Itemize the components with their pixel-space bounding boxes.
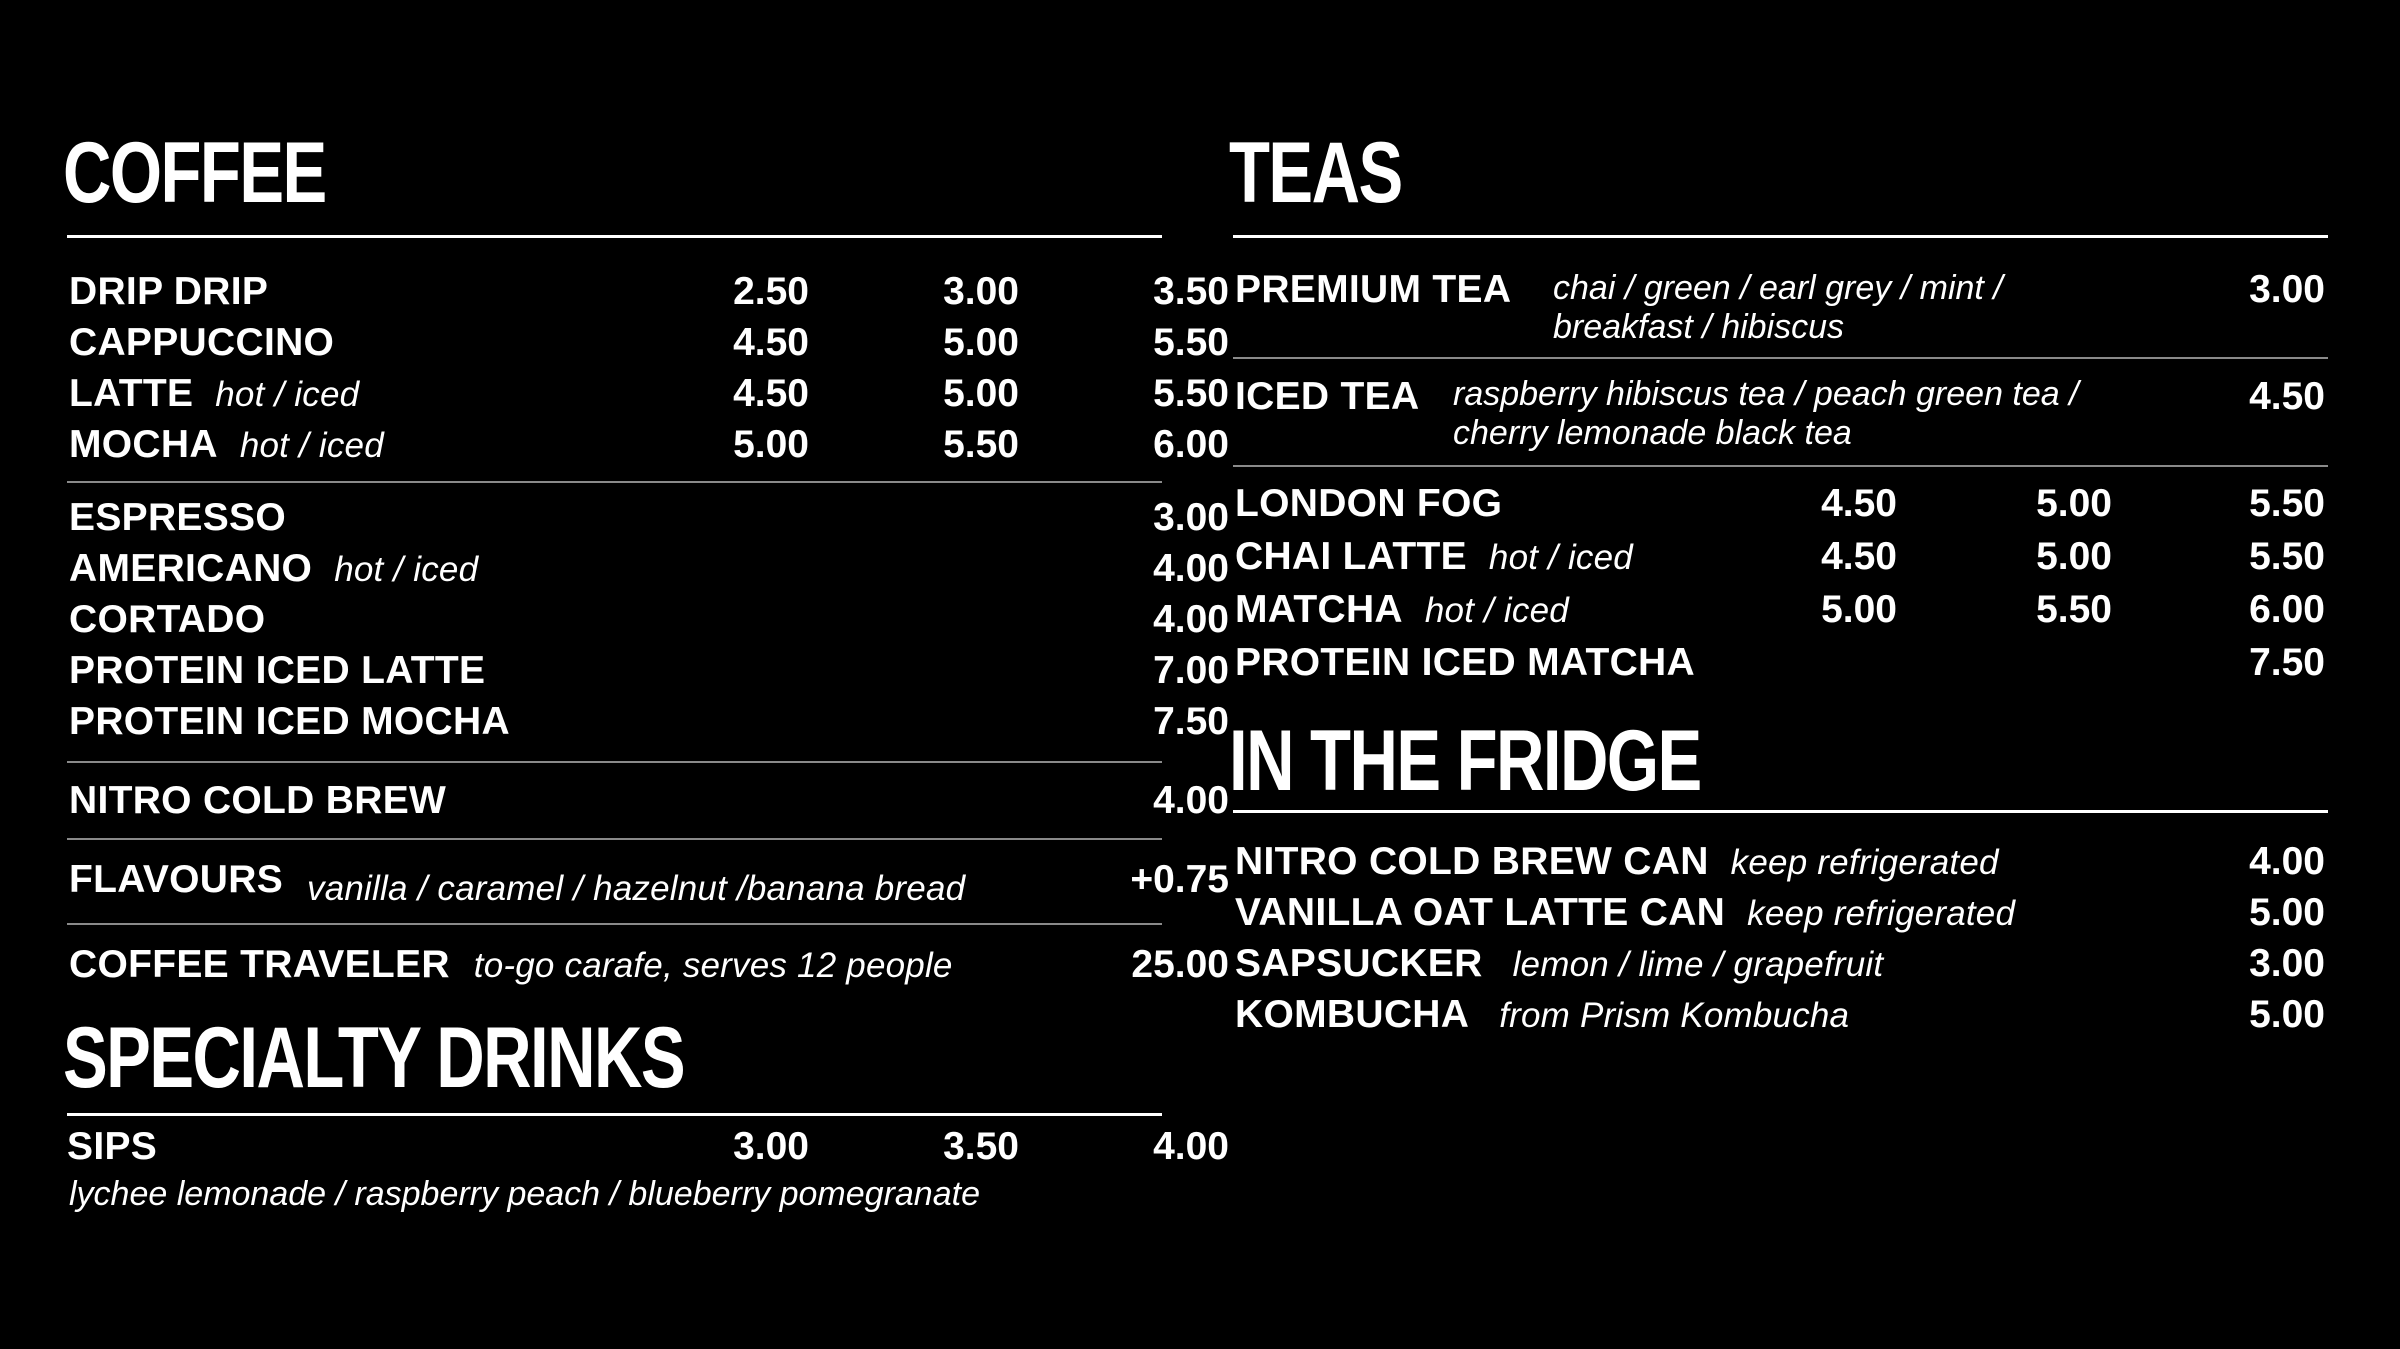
price-medium: 5.50 bbox=[943, 423, 1019, 466]
price-small: 3.00 bbox=[733, 1125, 809, 1168]
price-large: 6.00 bbox=[1153, 423, 1229, 466]
menu-item-espresso bbox=[67, 493, 1229, 543]
price-small: 4.50 bbox=[733, 321, 809, 364]
menu-item-drip-drip bbox=[67, 267, 1229, 317]
menu-item-flavours bbox=[67, 855, 1229, 908]
item-name: PREMIUM TEA bbox=[1235, 268, 1512, 311]
price-medium: 3.00 bbox=[943, 270, 1019, 313]
item-note: hot / iced bbox=[1488, 538, 1633, 577]
price-medium: 5.00 bbox=[943, 321, 1019, 364]
item-note: hot / iced bbox=[334, 550, 479, 589]
price-small: 4.50 bbox=[733, 372, 809, 415]
price-large: 5.50 bbox=[1153, 321, 1229, 364]
price-large: 3.50 bbox=[1153, 270, 1229, 313]
menu-item-protein-iced-matcha bbox=[1233, 638, 2328, 688]
menu-item-cappuccino bbox=[67, 318, 1229, 368]
divider bbox=[67, 923, 1162, 925]
item-price: 25.00 bbox=[1131, 943, 1229, 986]
item-price: 4.00 bbox=[1153, 779, 1229, 822]
menu-item-cortado bbox=[67, 595, 1229, 645]
item-name: CHAI LATTE hot / iced bbox=[1235, 535, 1633, 578]
price-large: 5.50 bbox=[2249, 482, 2325, 525]
coffee-heading-rule bbox=[67, 235, 1162, 238]
menu-item-chai-latte bbox=[1233, 532, 2328, 582]
price-medium: 5.00 bbox=[2036, 535, 2112, 578]
price-small: 4.50 bbox=[1821, 535, 1897, 578]
price-large: 5.50 bbox=[1153, 372, 1229, 415]
price-medium: 5.00 bbox=[943, 372, 1019, 415]
menu-item-kombucha bbox=[1233, 990, 2328, 1040]
price-large: 4.00 bbox=[1153, 1125, 1229, 1168]
menu-item-sapsucker bbox=[1233, 939, 2328, 989]
item-name: VANILLA OAT LATTE CAN keep refrigerated bbox=[1235, 891, 2016, 934]
item-name: COFFEE TRAVELER to-go carafe, serves 12 people bbox=[69, 943, 953, 986]
divider bbox=[1233, 465, 2328, 467]
item-note: keep refrigerated bbox=[1747, 894, 2016, 933]
item-name: PROTEIN ICED MATCHA bbox=[1235, 641, 1695, 684]
item-name: CAPPUCCINO bbox=[69, 321, 335, 364]
item-price: 5.00 bbox=[2249, 993, 2325, 1036]
item-price: 7.00 bbox=[1153, 649, 1229, 692]
item-note: hot / iced bbox=[215, 375, 360, 414]
item-price: 5.00 bbox=[2249, 891, 2325, 934]
item-name: KOMBUCHA from Prism Kombucha bbox=[1235, 993, 1850, 1036]
divider bbox=[1233, 357, 2328, 359]
menu-item-sips bbox=[67, 1122, 1229, 1172]
item-price: 3.00 bbox=[2249, 268, 2325, 311]
item-note: to-go carafe, serves 12 people bbox=[473, 946, 953, 985]
menu-item-nitro-cold-brew-can bbox=[1233, 837, 2328, 887]
item-price: 3.00 bbox=[1153, 496, 1229, 539]
price-large: 6.00 bbox=[2249, 588, 2325, 631]
item-name: LONDON FOG bbox=[1235, 482, 1503, 525]
menu-item-matcha bbox=[1233, 585, 2328, 635]
price-medium: 5.00 bbox=[2036, 482, 2112, 525]
item-name: PROTEIN ICED LATTE bbox=[69, 649, 486, 692]
menu-item-protein-iced-latte bbox=[67, 646, 1229, 696]
item-price: 4.00 bbox=[1153, 547, 1229, 590]
item-price: 4.50 bbox=[2249, 375, 2325, 418]
item-name: AMERICANO hot / iced bbox=[69, 547, 479, 590]
item-note: hot / iced bbox=[1424, 591, 1569, 630]
price-small: 5.00 bbox=[1821, 588, 1897, 631]
item-name: SIPS bbox=[67, 1125, 158, 1168]
coffee-heading: COFFEE bbox=[63, 125, 326, 221]
iced-tea-options-line2: cherry lemonade black tea bbox=[1453, 414, 1852, 452]
item-name: MOCHA hot / iced bbox=[69, 423, 384, 466]
menu-item-protein-iced-mocha bbox=[67, 697, 1229, 747]
item-note: keep refrigerated bbox=[1730, 843, 1999, 882]
price-medium: 5.50 bbox=[2036, 588, 2112, 631]
menu-item-nitro-cold-brew bbox=[67, 776, 1229, 826]
item-note: vanilla / caramel / hazelnut /banana bread bbox=[307, 869, 966, 908]
menu-item-americano bbox=[67, 544, 1229, 594]
premium-tea-options-line2: breakfast / hibiscus bbox=[1553, 308, 1845, 346]
sips-flavors: lychee lemonade / raspberry peach / blueberry pomegranate bbox=[69, 1175, 980, 1213]
price-small: 2.50 bbox=[733, 270, 809, 313]
item-price: +0.75 bbox=[1130, 858, 1229, 901]
divider bbox=[67, 838, 1162, 840]
price-medium: 3.50 bbox=[943, 1125, 1019, 1168]
item-price: 3.00 bbox=[2249, 942, 2325, 985]
premium-tea-options-line1: chai / green / earl grey / mint / bbox=[1553, 269, 2003, 307]
specialty-heading-rule bbox=[67, 1113, 1162, 1116]
specialty-heading: SPECIALTY DRINKS bbox=[63, 1010, 685, 1106]
price-small: 5.00 bbox=[733, 423, 809, 466]
menu-item-london-fog bbox=[1233, 479, 2328, 529]
menu-item-vanilla-oat-latte-can bbox=[1233, 888, 2328, 938]
fridge-heading: IN THE FRIDGE bbox=[1229, 713, 1701, 809]
item-name: NITRO COLD BREW bbox=[69, 779, 447, 822]
fridge-heading-rule bbox=[1233, 810, 2328, 813]
menu-item-mocha bbox=[67, 420, 1229, 470]
item-price: 4.00 bbox=[1153, 598, 1229, 641]
item-name: PROTEIN ICED MOCHA bbox=[69, 700, 510, 743]
item-name: ESPRESSO bbox=[69, 496, 286, 539]
iced-tea-options-line1: raspberry hibiscus tea / peach green tea / bbox=[1453, 375, 2079, 413]
item-price: 7.50 bbox=[1153, 700, 1229, 743]
item-name: LATTE hot / iced bbox=[69, 372, 360, 415]
item-name: MATCHA hot / iced bbox=[1235, 588, 1569, 631]
item-name: FLAVOURS vanilla / caramel / hazelnut /banana bread bbox=[69, 858, 966, 908]
teas-heading-rule bbox=[1233, 235, 2328, 238]
price-large: 5.50 bbox=[2249, 535, 2325, 578]
item-name: SAPSUCKER lemon / lime / grapefruit bbox=[1235, 942, 1884, 985]
item-name: CORTADO bbox=[69, 598, 266, 641]
item-name: DRIP DRIP bbox=[69, 270, 269, 313]
item-note: from Prism Kombucha bbox=[1499, 996, 1850, 1035]
menu-item-latte bbox=[67, 369, 1229, 419]
menu-item-coffee-traveler bbox=[67, 940, 1229, 990]
item-price: 7.50 bbox=[2249, 641, 2325, 684]
teas-heading: TEAS bbox=[1229, 125, 1402, 221]
item-price: 4.00 bbox=[2249, 840, 2325, 883]
item-note: hot / iced bbox=[239, 426, 384, 465]
price-small: 4.50 bbox=[1821, 482, 1897, 525]
divider bbox=[67, 481, 1162, 483]
item-name: ICED TEA bbox=[1235, 375, 1420, 418]
item-note: lemon / lime / grapefruit bbox=[1512, 945, 1884, 984]
item-name: NITRO COLD BREW CAN keep refrigerated bbox=[1235, 840, 1999, 883]
divider bbox=[67, 761, 1162, 763]
